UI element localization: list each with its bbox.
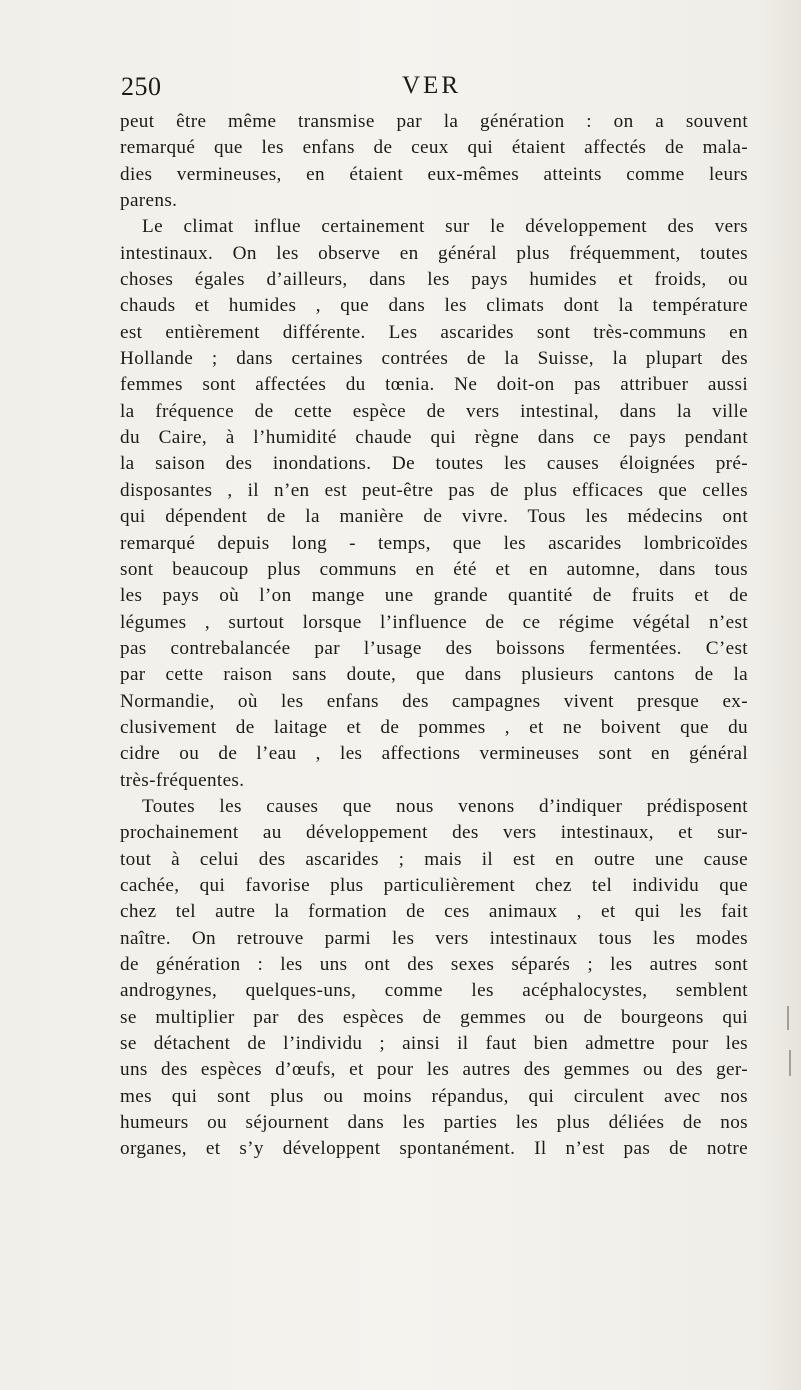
- text-line: androgynes, quelques-uns, comme les acéphalocystes, semblent: [120, 980, 748, 1002]
- text-line: qui dépendent de la manière de vivre. Tous les médecins ont: [120, 506, 748, 528]
- text-line: par cette raison sans doute, que dans plusieurs cantons de la: [120, 664, 748, 686]
- text-line: parens.: [120, 190, 178, 212]
- text-line: disposantes , il n’en est peut-être pas de plus efficaces que celles: [120, 479, 748, 501]
- text-line: uns des espèces d’œufs, et pour les autres des gemmes ou des ger-: [120, 1059, 748, 1081]
- text-line: de génération : les uns ont des sexes séparés ; les autres sont: [120, 954, 748, 975]
- text-line: très-fréquentes.: [120, 769, 245, 791]
- text-line: humeurs ou séjournent dans les parties les plus déliées de nos: [120, 1112, 748, 1134]
- text-line: chez tel autre la formation de ces animaux , et qui les fait: [120, 901, 748, 923]
- text-line: sont beaucoup plus communs en été et en automne, dans tous: [120, 558, 748, 580]
- text-line: est entièrement différente. Les ascarides sont très-communs en: [120, 321, 748, 343]
- text-line: clusivement de laitage et de pommes , et ne boivent que du: [120, 716, 748, 738]
- text-line: tout à celui des ascarides ; mais il est en outre une cause: [120, 848, 748, 870]
- scan-mark: [787, 1006, 789, 1030]
- text-line: cachée, qui favorise plus particulièrement chez tel individu que: [120, 874, 748, 896]
- text-line: cidre ou de l’eau , les affections vermineuses sont en général: [120, 743, 748, 765]
- body-text: [120, 109, 748, 1163]
- text-line: mes qui sont plus ou moins répandus, qui circulent avec nos: [120, 1085, 748, 1107]
- text-line: Normandie, où les enfans des campagnes vivent presque ex-: [120, 690, 748, 712]
- page-number: 250: [121, 72, 162, 101]
- text-line: du Caire, à l’humidité chaude qui règne dans ce pays pendant: [120, 427, 748, 449]
- text-line: se multiplier par des espèces de gemmes ou de bourgeons qui: [120, 1006, 748, 1028]
- text-line: chauds et humides , que dans les climats dont la température: [120, 295, 748, 317]
- page-header: [121, 72, 741, 106]
- text-line: légumes , surtout lorsque l’influence de ce régime végétal n’est: [120, 611, 748, 633]
- running-head: VER: [402, 72, 461, 99]
- text-line: organes, et s’y développent spontanément. Il n’est pas de notre: [120, 1138, 748, 1160]
- text-line: la fréquence de cette espèce de vers intestinal, dans la ville: [120, 400, 748, 422]
- text-line: choses égales d’ailleurs, dans les pays humides et froids, ou: [120, 269, 748, 291]
- text-line: se détachent de l’individu ; ainsi il faut bien admettre pour les: [120, 1033, 748, 1055]
- text-line: femmes sont affectées du tœnia. Ne doit-on pas attribuer aussi: [120, 374, 748, 396]
- text-line: prochainement au développement des vers intestinaux, et sur-: [120, 822, 748, 844]
- text-line: Toutes les causes que nous venons d’indiquer prédisposent: [142, 795, 748, 817]
- text-line: Le climat influe certainement sur le développement des vers: [142, 216, 748, 238]
- text-line: peut être même transmise par la génération : on a souvent: [120, 111, 748, 132]
- text-line: Hollande ; dans certaines contrées de la Suisse, la plupart des: [120, 348, 748, 370]
- text-line: dies vermineuses, en étaient eux-mêmes atteints comme leurs: [120, 163, 748, 185]
- text-line: remarqué que les enfans de ceux qui étaient affectés de mala-: [120, 137, 748, 159]
- scan-mark: [789, 1050, 791, 1076]
- text-line: remarqué depuis long - temps, que les ascarides lombricoïdes: [120, 532, 748, 554]
- text-line: naître. On retrouve parmi les vers intestinaux tous les modes: [120, 927, 748, 949]
- text-line: les pays où l’on mange une grande quantité de fruits et de: [120, 585, 748, 607]
- text-line: intestinaux. On les observe en général plus fréquemment, toutes: [120, 242, 748, 264]
- page-edge-shadow: [761, 0, 801, 1390]
- text-line: pas contrebalancée par l’usage des boissons fermentées. C’est: [120, 637, 748, 659]
- text-line: la saison des inondations. De toutes les causes éloignées pré-: [120, 453, 748, 475]
